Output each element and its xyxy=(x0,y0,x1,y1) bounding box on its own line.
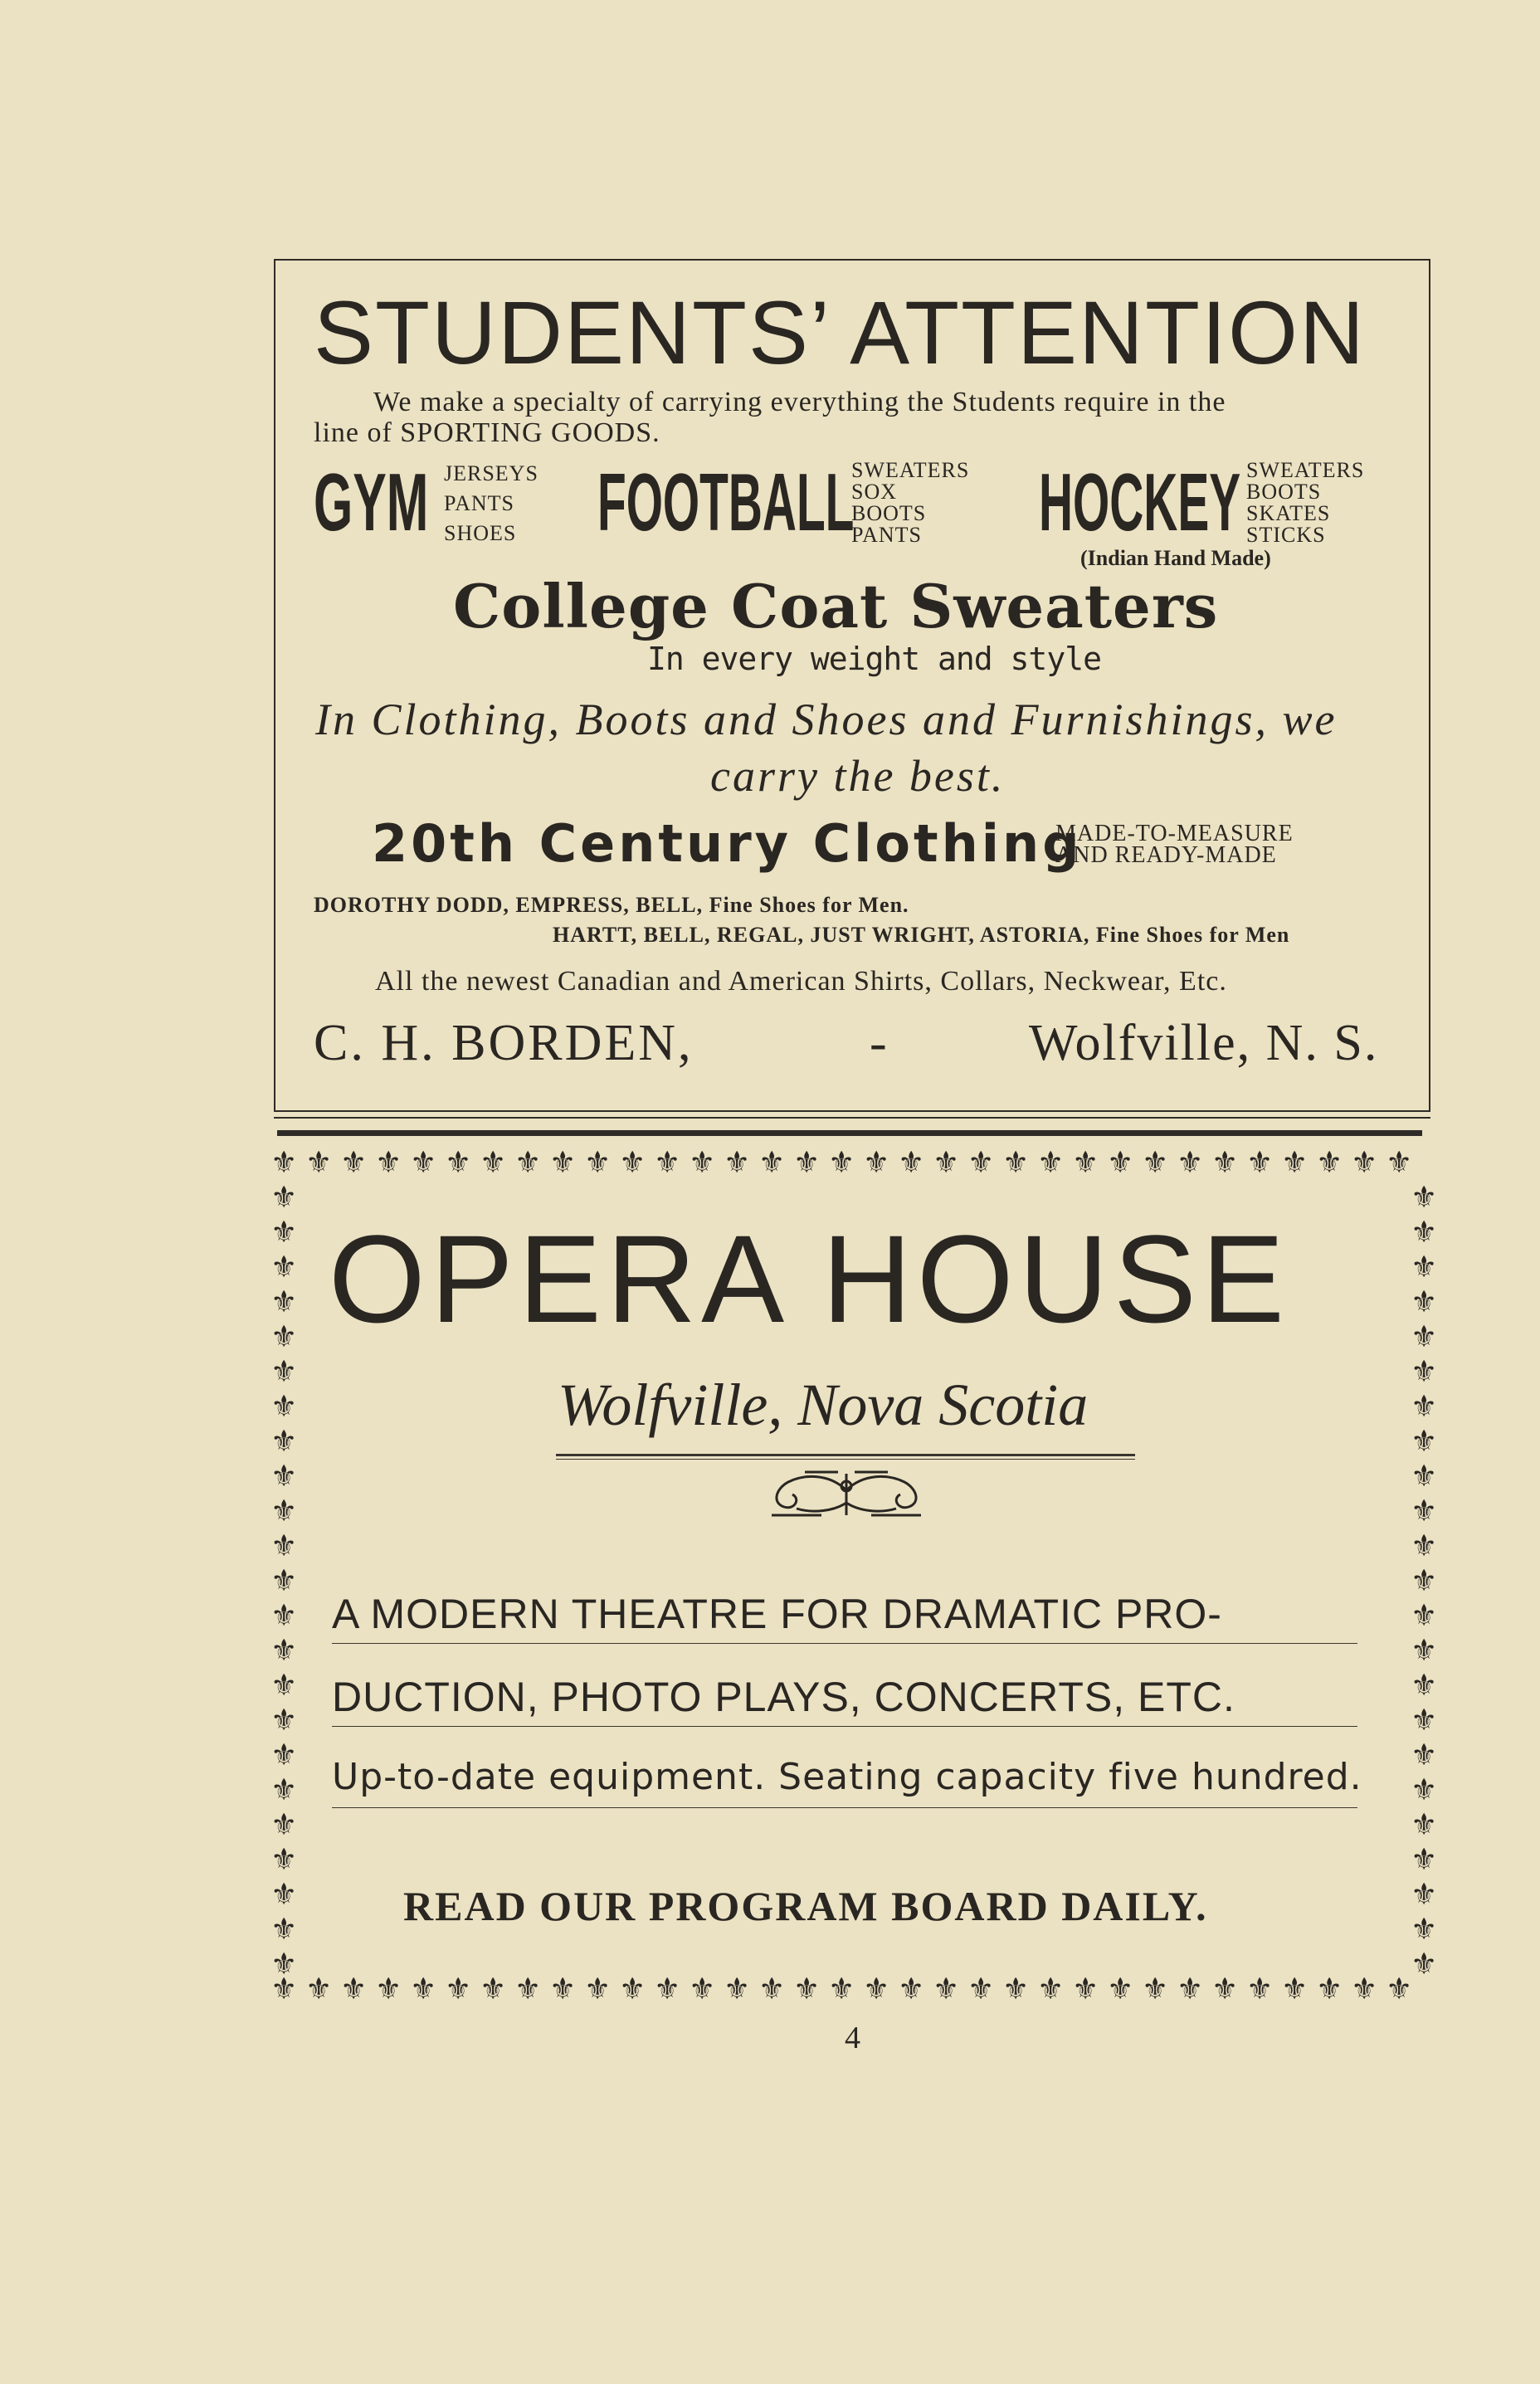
opera-line1: A MODERN THEATRE FOR DRAMATIC PRO- xyxy=(332,1591,1222,1637)
fleur-de-lis-icon: ⚜ xyxy=(1107,1146,1134,1180)
hockey-item: SWEATERS xyxy=(1246,458,1365,482)
fleur-de-lis-icon: ⚜ xyxy=(270,1529,298,1563)
football-label: FOOTBALL xyxy=(597,456,855,548)
football-item: PANTS xyxy=(851,523,922,547)
fleur-de-lis-icon: ⚜ xyxy=(1002,1972,1030,2006)
fleur-de-lis-icon: ⚜ xyxy=(270,1634,298,1668)
clothing-line1: In Clothing, Boots and Shoes and Furnishings, we xyxy=(315,695,1338,744)
fleur-de-lis-icon: ⚜ xyxy=(445,1972,472,2006)
fleur-de-lis-icon: ⚜ xyxy=(1142,1972,1169,2006)
fleur-de-lis-icon: ⚜ xyxy=(1411,1564,1438,1598)
fleur-de-lis-icon: ⚜ xyxy=(1072,1146,1099,1180)
fleur-de-lis-icon: ⚜ xyxy=(689,1146,716,1180)
fleur-de-lis-icon: ⚜ xyxy=(828,1146,855,1180)
merchant-name: C. H. BORDEN, xyxy=(314,1015,694,1071)
hockey-items xyxy=(1246,460,1364,546)
ornament-icon xyxy=(755,1465,938,1524)
fleur-de-lis-icon: ⚜ xyxy=(1177,1972,1204,2006)
gym-label: GYM xyxy=(314,456,429,548)
fleur-de-lis-icon: ⚜ xyxy=(305,1146,333,1180)
fleur-de-lis-icon: ⚜ xyxy=(270,1704,298,1738)
century-note xyxy=(1055,823,1294,866)
century-clothing: 20th Century Clothing xyxy=(372,813,1083,874)
rule xyxy=(332,1726,1357,1727)
fleur-de-lis-icon: ⚜ xyxy=(1351,1146,1378,1180)
gym-item: JERSEYS xyxy=(444,461,539,485)
gym-item: PANTS xyxy=(444,491,514,515)
fleur-de-lis-icon: ⚜ xyxy=(270,1460,298,1494)
fleur-de-lis-icon: ⚜ xyxy=(898,1972,925,2006)
fleur-de-lis-icon: ⚜ xyxy=(1316,1146,1343,1180)
fleur-de-lis-icon: ⚜ xyxy=(270,1913,298,1947)
hockey-item: BOOTS xyxy=(1246,480,1322,504)
ad1-intro-line1: We make a specialty of carrying everything the Students require in the xyxy=(373,387,1226,417)
ad1-headline: STUDENTS’ ATTENTION xyxy=(314,282,1367,383)
fleur-de-lis-icon: ⚜ xyxy=(1177,1146,1204,1180)
fleur-de-lis-icon: ⚜ xyxy=(758,1972,786,2006)
fleur-de-lis-icon: ⚜ xyxy=(480,1972,507,2006)
fleur-de-lis-icon: ⚜ xyxy=(340,1146,368,1180)
fleur-de-lis-icon: ⚜ xyxy=(410,1146,437,1180)
fleur-de-lis-icon: ⚜ xyxy=(375,1146,402,1180)
football-item: SOX xyxy=(851,480,898,504)
fleur-de-lis-icon: ⚜ xyxy=(967,1146,995,1180)
fleur-de-lis-icon: ⚜ xyxy=(933,1146,960,1180)
ad1-intro-line2: line of SPORTING GOODS. xyxy=(314,417,660,448)
sweaters-title: College Coat Sweaters xyxy=(453,571,1219,641)
fleur-de-lis-icon: ⚜ xyxy=(1411,1704,1438,1738)
fleur-de-lis-icon: ⚜ xyxy=(270,1285,298,1319)
fleur-de-lis-icon: ⚜ xyxy=(270,1878,298,1912)
fleur-de-lis-icon: ⚜ xyxy=(270,1972,298,2006)
fleur-de-lis-icon: ⚜ xyxy=(270,1564,298,1598)
football-item: SWEATERS xyxy=(851,458,970,482)
fleur-de-lis-icon: ⚜ xyxy=(1411,1669,1438,1703)
fleur-de-lis-icon: ⚜ xyxy=(1386,1146,1413,1180)
fleur-de-lis-icon: ⚜ xyxy=(828,1972,855,2006)
century-note-line: AND READY-MADE xyxy=(1055,842,1277,868)
fleur-de-lis-icon: ⚜ xyxy=(1211,1146,1239,1180)
fleur-de-lis-icon: ⚜ xyxy=(654,1146,681,1180)
fleur-de-lis-icon: ⚜ xyxy=(1411,1251,1438,1285)
fleur-de-lis-icon: ⚜ xyxy=(1246,1146,1274,1180)
fleur-de-lis-icon: ⚜ xyxy=(549,1972,577,2006)
opera-line3: Up-to-date equipment. Seating capacity five hundred. xyxy=(332,1756,1362,1798)
fleur-de-lis-icon: ⚜ xyxy=(967,1972,995,2006)
fleur-de-lis-icon: ⚜ xyxy=(1281,1972,1309,2006)
rule xyxy=(332,1643,1357,1644)
fleur-de-lis-icon: ⚜ xyxy=(1411,1634,1438,1668)
fleur-de-lis-icon: ⚜ xyxy=(654,1972,681,2006)
rule xyxy=(332,1807,1357,1808)
clothing-line2: carry the best. xyxy=(710,751,1006,801)
opera-line4: READ OUR PROGRAM BOARD DAILY. xyxy=(403,1883,1208,1929)
fleur-de-lis-icon: ⚜ xyxy=(1411,1285,1438,1319)
fleur-de-lis-icon: ⚜ xyxy=(1411,1425,1438,1459)
fleur-de-lis-icon: ⚜ xyxy=(514,1972,542,2006)
fleur-de-lis-icon: ⚜ xyxy=(1246,1972,1274,2006)
fleur-de-lis-icon: ⚜ xyxy=(793,1972,821,2006)
sweaters-subtitle: In every weight and style xyxy=(647,641,1101,677)
fleur-de-lis-icon: ⚜ xyxy=(445,1146,472,1180)
opera-location: Wolfville, Nova Scotia xyxy=(558,1372,1089,1438)
fleur-de-lis-icon: ⚜ xyxy=(1072,1972,1099,2006)
fleur-de-lis-icon: ⚜ xyxy=(1037,1972,1065,2006)
fleur-de-lis-icon: ⚜ xyxy=(619,1146,646,1180)
fleur-de-lis-icon: ⚜ xyxy=(1211,1972,1239,2006)
fleur-de-lis-icon: ⚜ xyxy=(1107,1972,1134,2006)
fleur-de-lis-icon: ⚜ xyxy=(340,1972,368,2006)
page-number: 4 xyxy=(845,2021,860,2055)
fleur-de-lis-icon: ⚜ xyxy=(724,1146,751,1180)
fleur-de-lis-icon: ⚜ xyxy=(1411,1843,1438,1877)
fleur-de-lis-icon: ⚜ xyxy=(480,1146,507,1180)
hockey-note: (Indian Hand Made) xyxy=(1080,546,1271,570)
fleur-de-lis-icon: ⚜ xyxy=(270,1146,298,1180)
gym-items xyxy=(444,463,539,544)
fleur-de-lis-icon: ⚜ xyxy=(584,1146,612,1180)
fleur-de-lis-icon: ⚜ xyxy=(270,1390,298,1424)
fleur-de-lis-icon: ⚜ xyxy=(1351,1972,1378,2006)
fleur-de-lis-icon: ⚜ xyxy=(270,1181,298,1215)
shirts-line: All the newest Canadian and American Shirts, Collars, Neckwear, Etc. xyxy=(375,966,1227,997)
fleur-de-lis-icon: ⚜ xyxy=(375,1972,402,2006)
opera-line2: DUCTION, PHOTO PLAYS, CONCERTS, ETC. xyxy=(332,1674,1235,1720)
fleur-de-lis-icon: ⚜ xyxy=(270,1948,298,1982)
century-note-line: MADE-TO-MEASURE xyxy=(1055,821,1294,846)
fleur-de-lis-icon: ⚜ xyxy=(270,1773,298,1807)
fleur-de-lis-icon: ⚜ xyxy=(270,1320,298,1354)
fleur-de-lis-icon: ⚜ xyxy=(270,1599,298,1633)
location-underline xyxy=(556,1454,1135,1456)
location-underline-thin xyxy=(556,1459,1135,1460)
football-item: BOOTS xyxy=(851,501,927,525)
shoes-line2: HARTT, BELL, REGAL, JUST WRIGHT, ASTORIA, Fine Shoes for Men xyxy=(553,923,1290,947)
fleur-de-lis-icon: ⚜ xyxy=(933,1972,960,2006)
opera-house-title: OPERA HOUSE xyxy=(329,1209,1289,1348)
fleur-de-lis-icon: ⚜ xyxy=(863,1972,890,2006)
shoes-line1: DOROTHY DODD, EMPRESS, BELL, Fine Shoes for Men. xyxy=(314,893,909,917)
fleur-de-lis-icon: ⚜ xyxy=(514,1146,542,1180)
fleur-de-lis-icon: ⚜ xyxy=(1411,1599,1438,1633)
fleur-de-lis-icon: ⚜ xyxy=(1316,1972,1343,2006)
fleur-de-lis-icon: ⚜ xyxy=(1411,1948,1438,1982)
fleur-de-lis-icon: ⚜ xyxy=(270,1251,298,1285)
fleur-de-lis-icon: ⚜ xyxy=(724,1972,751,2006)
merchant-dash: - xyxy=(870,1015,887,1071)
fleur-de-lis-icon: ⚜ xyxy=(1411,1494,1438,1528)
fleur-de-lis-icon: ⚜ xyxy=(270,1216,298,1250)
fleur-de-lis-icon: ⚜ xyxy=(1411,1808,1438,1842)
fleur-de-lis-icon: ⚜ xyxy=(1037,1146,1065,1180)
fleur-de-lis-icon: ⚜ xyxy=(270,1808,298,1842)
hockey-item: SKATES xyxy=(1246,501,1331,525)
fleur-de-lis-icon: ⚜ xyxy=(1411,1913,1438,1947)
fleur-de-lis-icon: ⚜ xyxy=(270,1494,298,1528)
fleur-de-lis-icon: ⚜ xyxy=(793,1146,821,1180)
fleur-de-lis-icon: ⚜ xyxy=(898,1146,925,1180)
separator-rule xyxy=(277,1130,1422,1136)
fleur-de-lis-icon: ⚜ xyxy=(1142,1146,1169,1180)
fleur-de-lis-icon: ⚜ xyxy=(619,1972,646,2006)
fleur-de-lis-icon: ⚜ xyxy=(1411,1355,1438,1389)
fleur-de-lis-icon: ⚜ xyxy=(305,1972,333,2006)
fleur-de-lis-icon: ⚜ xyxy=(863,1146,890,1180)
fleur-de-lis-icon: ⚜ xyxy=(1411,1320,1438,1354)
fleur-de-lis-icon: ⚜ xyxy=(270,1425,298,1459)
fleur-de-lis-icon: ⚜ xyxy=(689,1972,716,2006)
fleur-de-lis-icon: ⚜ xyxy=(1002,1146,1030,1180)
fleur-de-lis-icon: ⚜ xyxy=(758,1146,786,1180)
fleur-de-lis-icon: ⚜ xyxy=(1411,1390,1438,1424)
football-items xyxy=(851,460,969,546)
fleur-de-lis-icon: ⚜ xyxy=(410,1972,437,2006)
gym-item: SHOES xyxy=(444,521,517,545)
fleur-de-lis-icon: ⚜ xyxy=(270,1738,298,1772)
fleur-de-lis-icon: ⚜ xyxy=(1411,1216,1438,1250)
fleur-de-lis-icon: ⚜ xyxy=(270,1355,298,1389)
fleur-de-lis-icon: ⚜ xyxy=(549,1146,577,1180)
hockey-item: STICKS xyxy=(1246,523,1326,547)
fleur-de-lis-icon: ⚜ xyxy=(1411,1773,1438,1807)
merchant-town: Wolfville, N. S. xyxy=(1029,1015,1379,1071)
fleur-de-lis-icon: ⚜ xyxy=(1281,1146,1309,1180)
fleur-de-lis-icon: ⚜ xyxy=(1411,1878,1438,1912)
fleur-de-lis-icon: ⚜ xyxy=(1386,1972,1413,2006)
fleur-de-lis-icon: ⚜ xyxy=(270,1843,298,1877)
hockey-label: HOCKEY xyxy=(1039,456,1241,548)
fleur-de-lis-icon: ⚜ xyxy=(584,1972,612,2006)
fleur-de-lis-icon: ⚜ xyxy=(1411,1738,1438,1772)
fleur-de-lis-icon: ⚜ xyxy=(270,1669,298,1703)
fleur-de-lis-icon: ⚜ xyxy=(1411,1460,1438,1494)
fleur-de-lis-icon: ⚜ xyxy=(1411,1529,1438,1563)
fleur-de-lis-icon: ⚜ xyxy=(1411,1181,1438,1215)
